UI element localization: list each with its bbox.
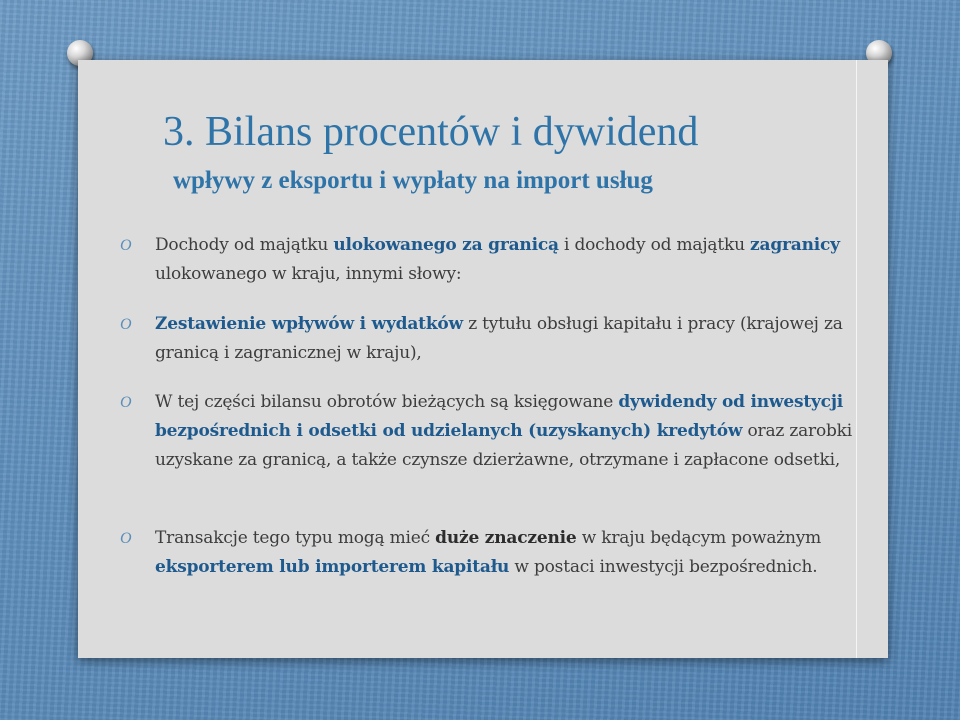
bullet-marker-icon: O <box>120 394 132 411</box>
bullet-item <box>120 388 855 475</box>
bullet-text: w kraju będącym poważnym <box>576 528 822 548</box>
bullet-marker-icon: O <box>120 530 132 547</box>
bullet-text: w postaci inwestycji bezpośrednich. <box>509 557 818 577</box>
bullet-text: Transakcje tego typu mogą mieć <box>155 528 436 548</box>
slide-title: 3. Bilans procentów i dywidend <box>163 109 699 155</box>
bullet-text: i dochody od majątku <box>558 235 751 255</box>
bullet-emphasis: dywidendy od inwestycji bezpośrednich i odsetki od udzielanych (uzyskanych) kredytów <box>155 392 844 441</box>
bullet-text: z tytułu obsługi kapitału i pracy (krajowej za granicą i zagranicznej w kraju), <box>155 314 843 363</box>
bullet-item <box>120 231 855 289</box>
bullet-emphasis: zagranicy <box>750 235 840 255</box>
bullet-emphasis: Zestawienie wpływów i wydatków <box>155 314 463 334</box>
bullet-item <box>120 310 855 368</box>
bullet-text: ulokowanego w kraju, innymi słowy: <box>155 264 462 284</box>
bullet-emphasis: duże znaczenie <box>435 528 577 548</box>
bullet-text: W tej części bilansu obrotów bieżących są księgowane <box>155 392 619 412</box>
bullet-text: Dochody od majątku <box>155 235 334 255</box>
bullet-emphasis: eksporterem lub importerem kapitału <box>155 557 510 577</box>
slide-subtitle: wpływy z eksportu i wypłaty na import usług <box>173 167 653 194</box>
bullet-emphasis: ulokowanego za granicą <box>333 235 559 255</box>
bullet-marker-icon: O <box>120 316 132 333</box>
bullet-marker-icon: O <box>120 237 132 254</box>
bullet-text: oraz zarobki uzyskane za granicą, a także czynsze dzierżawne, otrzymane i zapłacone odsetki, <box>155 421 853 470</box>
bullet-item <box>120 524 855 582</box>
